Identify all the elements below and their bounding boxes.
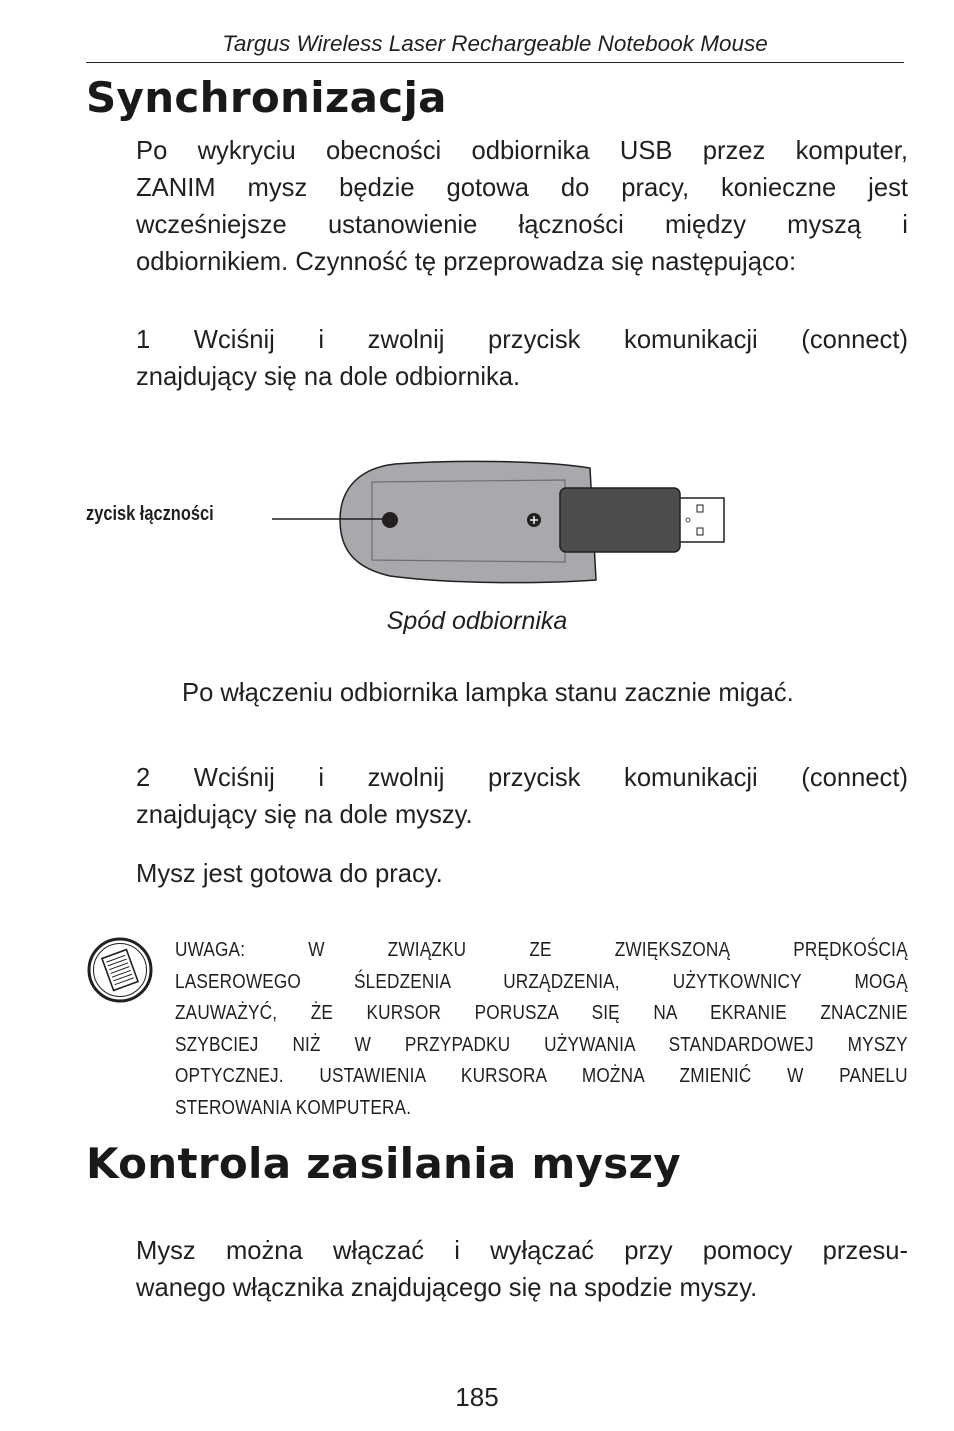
step-2 bbox=[136, 760, 908, 834]
intro-line: ZANIM mysz będzie gotowa do pracy, konieczne jest bbox=[136, 174, 908, 202]
note-text bbox=[175, 935, 908, 1124]
intro-line: wcześniejsze ustanowienie łączności między myszą i bbox=[136, 211, 908, 239]
section-heading-power: Kontrola zasilania myszy bbox=[86, 1139, 681, 1188]
figure-caption: Spód odbiornika bbox=[386, 607, 568, 635]
note-line: LASEROWEGO ŚLEDZENIA URZĄDZENIA, UŻYTKOWNICY MOGĄ bbox=[175, 970, 908, 993]
step-2-line: znajdujący się na dole myszy. bbox=[136, 801, 473, 829]
intro-line: odbiornikiem. Czynność tę przeprowadza się następująco: bbox=[136, 248, 797, 276]
step-1 bbox=[136, 322, 908, 396]
intro-line: Po wykryciu obecności odbiornika USB przez komputer, bbox=[136, 137, 908, 165]
connect-button-dot bbox=[382, 512, 398, 528]
note-line: ZAUWAŻYĆ, ŻE KURSOR PORUSZA SIĘ NA EKRANIE ZNACZNIE bbox=[175, 1002, 908, 1024]
blink-text: Po włączeniu odbiornika lampka stanu zacznie migać. bbox=[182, 679, 794, 707]
page-number: 185 bbox=[455, 1382, 499, 1412]
section-heading-sync: Synchronizacja bbox=[86, 73, 447, 122]
step-2-line: 2 Wciśnij i zwolnij przycisk komunikacji (connect) bbox=[136, 764, 908, 792]
step-1-line: znajdujący się na dole odbiornika. bbox=[136, 363, 521, 391]
power-line: Mysz można włączać i wyłączać przy pomocy przesu- bbox=[136, 1237, 908, 1265]
intro-paragraph bbox=[136, 133, 908, 281]
step-1-line: 1 Wciśnij i zwolnij przycisk komunikacji (connect) bbox=[136, 326, 908, 354]
power-paragraph bbox=[136, 1233, 908, 1307]
note-line: OPTYCZNEJ. USTAWIENIA KURSORA MOŻNA ZMIENIĆ W PANELU bbox=[175, 1065, 908, 1087]
header-rule bbox=[86, 62, 904, 63]
note-line: SZYBCIEJ NIŻ W PRZYPADKU UŻYWANIA STANDARDOWEJ MYSZY bbox=[175, 1033, 908, 1056]
notepad-icon bbox=[86, 936, 154, 1004]
ready-text: Mysz jest gotowa do pracy. bbox=[136, 860, 443, 888]
usb-housing bbox=[560, 488, 680, 552]
power-line: wanego włącznika znajdującego się na spodzie myszy. bbox=[136, 1274, 758, 1302]
note-line: STEROWANIA KOMPUTERA. bbox=[175, 1096, 412, 1119]
running-header: Targus Wireless Laser Rechargeable Notebook Mouse bbox=[222, 31, 768, 56]
callout-label: zycisk łączności bbox=[86, 502, 214, 525]
note-line: UWAGA: W ZWIĄZKU ZE ZWIĘKSZONĄ PRĘDKOŚCIĄ bbox=[175, 939, 908, 961]
